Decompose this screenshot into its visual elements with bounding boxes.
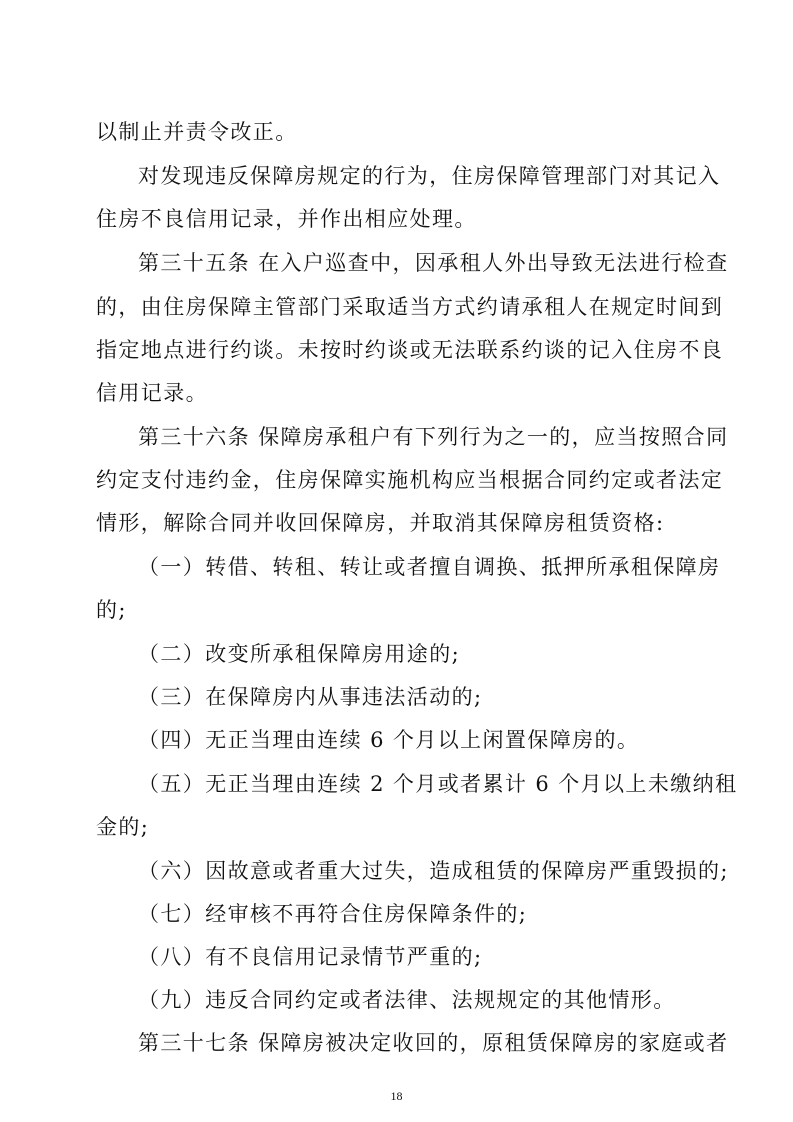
text-line: 信用记录。 <box>96 381 208 405</box>
list-item-4: （四）无正当理由连续 6 个月以上闲置保障房的。 <box>138 728 640 752</box>
text-line: 约定支付违约金，住房保障实施机构应当根据合同约定或者法定 <box>96 468 724 492</box>
list-item-6: （六）因故意或者重大过失，造成租赁的保障房严重毁损的; <box>138 859 729 883</box>
page-number: 18 <box>390 1089 403 1103</box>
list-item-9: （九）违反合同约定或者法律、法规规定的其他情形。 <box>138 988 676 1012</box>
article-37-heading-line: 第三十七条 保障房被决定收回的，原租赁保障房的家庭或者 <box>138 1031 729 1055</box>
text-line: 的; <box>96 598 127 622</box>
list-item-3: （三）在保障房内从事违法活动的; <box>138 685 483 709</box>
text-line: 以制止并责令改正。 <box>96 120 298 144</box>
text-line: 的，由住房保障主管部门采取适当方式约请承租人在规定时间到 <box>96 295 724 319</box>
text-line: 对发现违反保障房规定的行为，住房保障管理部门对其记入 <box>138 164 721 188</box>
text-line: 指定地点进行约谈。未按时约谈或无法联系约谈的记入住房不良 <box>96 338 724 362</box>
article-36-heading-line: 第三十六条 保障房承租户有下列行为之一的，应当按照合同 <box>138 425 729 449</box>
text-line: 住房不良信用记录，并作出相应处理。 <box>96 207 477 231</box>
list-item-7: （七）经审核不再符合住房保障条件的; <box>138 902 528 926</box>
list-item-2: （二）改变所承租保障房用途的; <box>138 642 461 666</box>
list-item-8: （八）有不良信用记录情节严重的; <box>138 945 483 969</box>
text-line: 金的; <box>96 815 150 839</box>
list-item-5: （五）无正当理由连续 2 个月或者累计 6 个月以上未缴纳租 <box>138 772 738 796</box>
article-35-heading-line: 第三十五条 在入户巡查中，因承租人外出导致无法进行检查 <box>138 251 729 275</box>
list-item-1: （一）转借、转租、转让或者擅自调换、抵押所承租保障房 <box>138 555 721 579</box>
text-line: 情形，解除合同并收回保障房，并取消其保障房租赁资格: <box>96 511 665 535</box>
